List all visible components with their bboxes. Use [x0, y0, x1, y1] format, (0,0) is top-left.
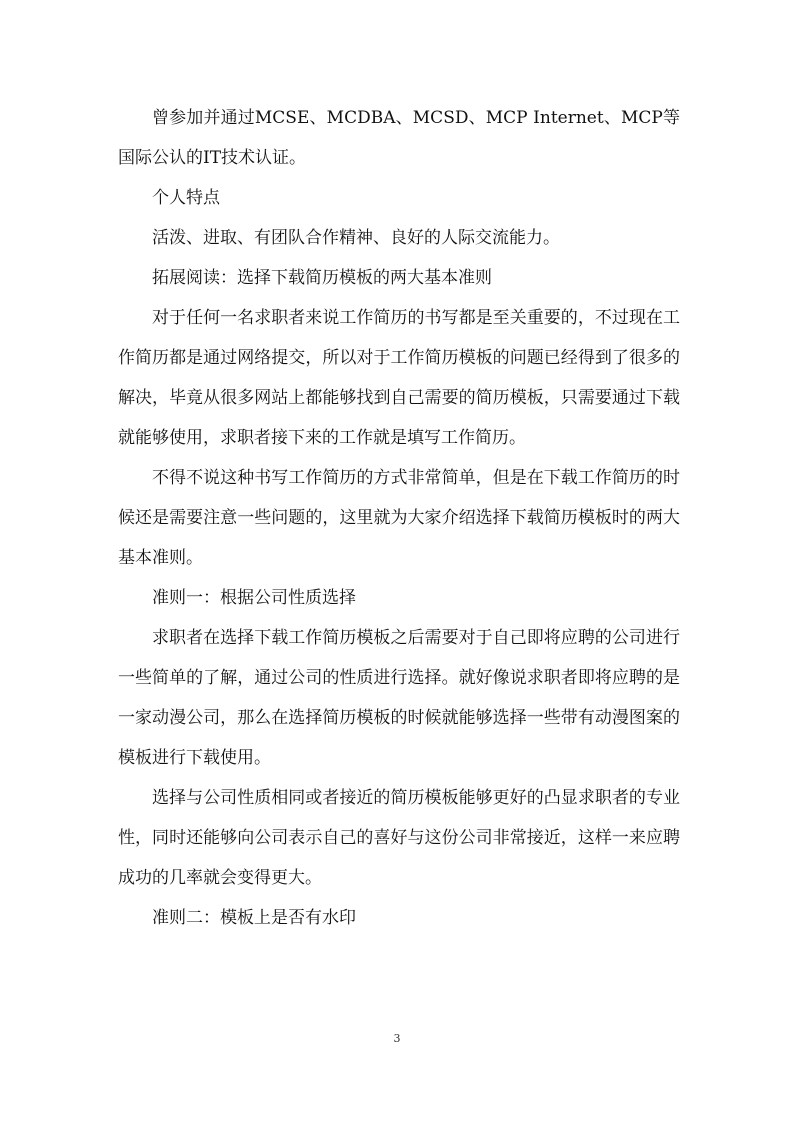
paragraph-certifications: 曾参加并通过MCSE、MCDBA、MCSD、MCP Internet、MCP等国际公认的IT技术认证。 [118, 108, 680, 168]
heading-rule-one: 准则一：根据公司性质选择 [152, 588, 356, 608]
paragraph-personal-traits: 活泼、进取、有团队合作精神、良好的人际交流能力。 [152, 228, 560, 248]
document-body [118, 98, 680, 938]
page-number: 3 [393, 1032, 401, 1045]
heading-extended-reading: 拓展阅读：选择下载简历模板的两大基本准则 [152, 268, 492, 288]
heading-personal-traits: 个人特点 [152, 188, 220, 208]
paragraph-rule-one-benefit: 选择与公司性质相同或者接近的简历模板能够更好的凸显求职者的专业性，同时还能够向公司表示自己的喜好与这份公司非常接近，这样一来应聘成功的几率就会变得更大。 [118, 788, 680, 888]
paragraph-intro: 对于任何一名求职者来说工作简历的书写都是至关重要的，不过现在工作简历都是通过网络提交，所以对于工作简历模板的问题已经得到了很多的解决，毕竟从很多网站上都能够找到自己需要的简历模板，只需要通过下载就能够使用，求职者接下来的工作就是填写工作简历。 [118, 308, 680, 448]
paragraph-rule-one-detail: 求职者在选择下载工作简历模板之后需要对于自己即将应聘的公司进行一些简单的了解，通过公司的性质进行选择。就好像说求职者即将应聘的是一家动漫公司，那么在选择简历模板的时候就能够选择一些带有动漫图案的模板进行下载使用。 [118, 628, 680, 768]
heading-rule-two: 准则二：模板上是否有水印 [152, 908, 356, 928]
paragraph-method: 不得不说这种书写工作简历的方式非常简单，但是在下载工作简历的时候还是需要注意一些问题的，这里就为大家介绍选择下载简历模板时的两大基本准则。 [118, 468, 680, 568]
